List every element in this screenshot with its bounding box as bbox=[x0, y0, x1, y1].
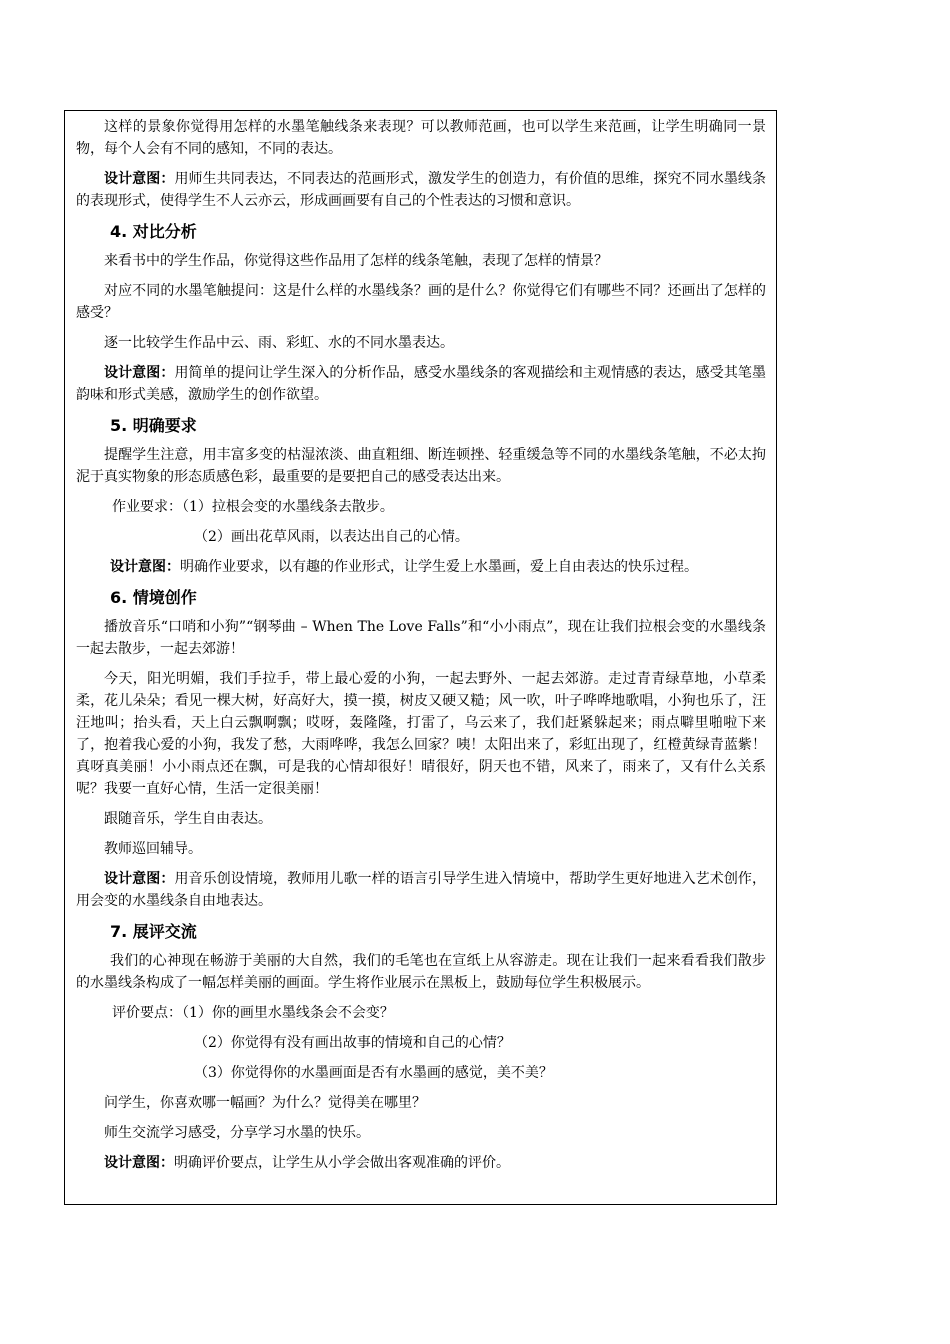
design-intent-text: 明确评价要点，让学生从小学会做出客观准确的评价。 bbox=[174, 1155, 510, 1171]
design-intent-label: 设计意图： bbox=[110, 559, 180, 575]
design-intent-text: 明确作业要求，以有趣的作业形式，让学生爱上水墨画，爱上自由表达的快乐过程。 bbox=[180, 559, 698, 575]
section-heading-7: 7. 展评交流 bbox=[110, 922, 197, 941]
paragraph: 我们的心神现在畅游于美丽的大自然，我们的毛笔也在宣纸上从容游走。现在让我们一起来看看我们散步的水墨线条构成了一幅怎样美丽的画面。学生将作业展示在黑板上，鼓励每位学生积极展示。 bbox=[76, 953, 766, 991]
design-intent bbox=[76, 556, 766, 578]
paragraph: 逐一比较学生作品中云、雨、彩虹、水的不同水墨表达。 bbox=[104, 335, 454, 351]
design-intent-text: 用简单的提问让学生深入的分析作品，感受水墨线条的客观描绘和主观情感的表达，感受其笔墨韵味和形式美感，激励学生的创作欲望。 bbox=[76, 365, 767, 403]
evaluation-point-2: （2）你觉得有没有画出故事的情境和自己的心情？ bbox=[194, 1035, 511, 1051]
design-intent-label: 设计意图： bbox=[104, 1155, 174, 1171]
section-heading-5: 5. 明确要求 bbox=[110, 416, 197, 435]
requirement-2: （2）画出花草风雨，以表达出自己的心情。 bbox=[194, 529, 469, 545]
paragraph: 问学生，你喜欢哪一幅画？为什么？觉得美在哪里？ bbox=[104, 1095, 426, 1111]
design-intent-text: 用音乐创设情境，教师用儿歌一样的语言引导学生进入情境中，帮助学生更好地进入艺术创作，用会变的水墨线条自由地表达。 bbox=[76, 871, 767, 909]
design-intent bbox=[76, 362, 766, 406]
section-heading-6: 6. 情境创作 bbox=[110, 588, 197, 607]
paragraph: 这样的景象你觉得用怎样的水墨笔触线条来表现？可以教师范画，也可以学生来范画，让学生明确同一景物，每个人会有不同的感知，不同的表达。 bbox=[76, 119, 766, 157]
paragraph: 教师巡回辅导。 bbox=[104, 841, 202, 857]
design-intent bbox=[76, 168, 766, 212]
design-intent-text: 用师生共同表达，不同表达的范画形式，激发学生的创造力，有价值的思维，探究不同水墨线条的表现形式，使得学生不人云亦云，形成画画要有自己的个性表达的习惯和意识。 bbox=[76, 171, 767, 209]
paragraph: 师生交流学习感受，分享学习水墨的快乐。 bbox=[104, 1125, 370, 1141]
paragraph: 提醒学生注意，用丰富多变的枯湿浓淡、曲直粗细、断连顿挫、轻重缓急等不同的水墨线条笔触，不必太拘泥于真实物象的形态质感色彩，最重要的是要把自己的感受表达出来。 bbox=[76, 447, 766, 485]
paragraph: 跟随音乐，学生自由表达。 bbox=[104, 811, 272, 827]
paragraph: 来看书中的学生作品，你觉得这些作品用了怎样的线条笔触，表现了怎样的情景？ bbox=[104, 253, 608, 269]
section-heading-4: 4. 对比分析 bbox=[110, 222, 197, 241]
paragraph: 对应不同的水墨笔触提问：这是什么样的水墨线条？画的是什么？你觉得它们有哪些不同？还画出了怎样的感受？ bbox=[76, 283, 766, 321]
design-intent-label: 设计意图： bbox=[104, 365, 175, 381]
design-intent-label: 设计意图： bbox=[104, 871, 175, 887]
design-intent bbox=[76, 868, 766, 912]
design-intent-label: 设计意图： bbox=[104, 171, 175, 187]
design-intent bbox=[76, 1152, 766, 1174]
requirement-1: 作业要求：（1）拉根会变的水墨线条去散步。 bbox=[112, 499, 394, 515]
lesson-plan-content bbox=[76, 116, 766, 1182]
evaluation-point-3: （3）你觉得你的水墨画面是否有水墨画的感觉，美不美？ bbox=[194, 1065, 553, 1081]
paragraph: 播放音乐“口哨和小狗”“钢琴曲 – When The Love Falls”和“小小雨点”，现在让我们拉根会变的水墨线条一起去散步，一起去郊游！ bbox=[76, 619, 766, 657]
paragraph: 今天，阳光明媚，我们手拉手，带上最心爱的小狗，一起去野外、一起去郊游。走过青青绿草地，小草柔柔，花儿朵朵；看见一棵大树，好高好大，摸一摸，树皮又硬又糙；风一吹，叶子哗哗地歌唱，小狗也乐了，汪汪地叫；抬头看，天上白云飘啊飘；哎呀，轰隆隆，打雷了，乌云来了，我们赶紧躲起来；雨点噼里啪啦下来了，抱着我心爱的小狗，我发了愁，大雨哗哗，我怎么回家？咦！太阳出来了，彩虹出现了，红橙黄绿青蓝紫！真呀真美丽！小小雨点还在飘，可是我的心情却很好！晴很好，阴天也不错，风来了，雨来了，又有什么关系呢？我要一直好心情，生活一定很美丽！ bbox=[76, 671, 766, 797]
evaluation-point-1: 评价要点：（1）你的画里水墨线条会不会变？ bbox=[112, 1005, 394, 1021]
